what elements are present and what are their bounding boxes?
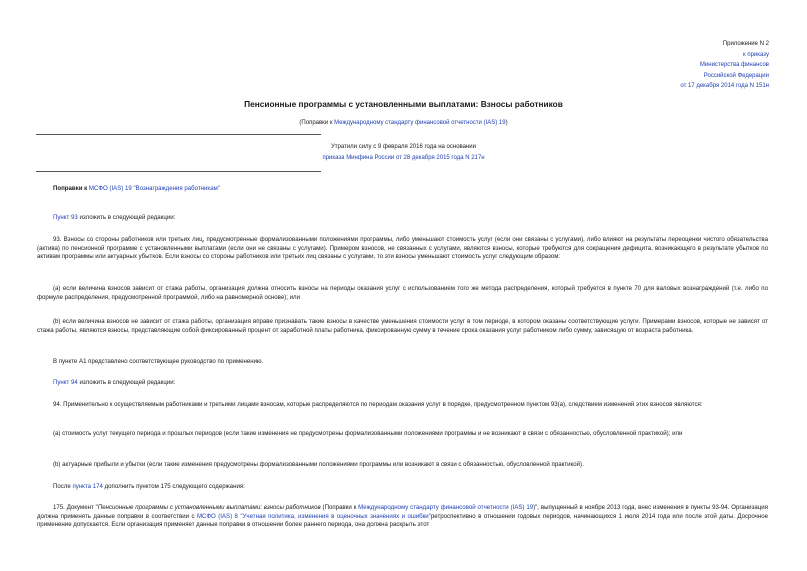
- document-subtitle: [0, 119, 807, 128]
- p175-text-4: ретроспективно в отношении годовых периодов, начинающихся 1 июля 2014 года или после этой даты. Досрочное применение допускается. Если организация применяет данные поправки в отношении более раннего периода, она должна раскрыть этот: [37, 512, 768, 529]
- amendments-heading: [53, 185, 753, 194]
- p174-intro: [53, 483, 753, 492]
- p175-ias19-link[interactable]: Международному стандарту финансовой отчетности (IAS) 19: [358, 504, 534, 511]
- expiry-text: Утратили силу с 9 февраля 2016 года на основании: [330, 144, 477, 150]
- subtitle-prefix: (Поправки к: [299, 120, 335, 126]
- p174-suffix: дополнить пунктом 175 следующего содержания:: [102, 483, 245, 490]
- appendix-header: [549, 39, 769, 92]
- p175-doc-title: Пенсионные программы с установленными выплатами: взносы работников: [97, 504, 321, 511]
- appendix-number: Приложение N 2: [722, 41, 769, 47]
- p94-intro-text: изложить в следующей редакции:: [77, 379, 176, 386]
- p175-text-2: (Поправки к: [320, 504, 359, 511]
- federation-link[interactable]: Российской Федерации: [703, 72, 769, 79]
- p175-text-3: )", выпущенный в ноябре 2013 года, внес изменения в пункты 93-94. Организация должна применять данные поправки в соответствии с: [37, 504, 768, 520]
- p93-intro-text: изложить в следующей редакции:: [77, 214, 176, 221]
- ministry-link[interactable]: Министерства финансов: [699, 62, 769, 69]
- p93-intro: [53, 214, 753, 223]
- subtitle-suffix: ): [505, 120, 508, 126]
- paragraph-93: 93. Взносы со стороны работников или третьих лиц, предусмотренные формализованными положениями программы, либо уменьшают стоимость услуг (если они связаны с услугами), либо влияют на результаты переоценки чистого обязательства (актива) по пенсионной программе с установленными выплатами (если они не связаны с услугами). Примером взносов, не связанных с услугами, являются взносы, которые требуются для сокращения дефицита, возникающего в результате убытков по активам программы или актуарных убытков. Если взносы со стороны работников или третьих лиц связаны с услугами, то эти взносы уменьшают стоимость услуг следующим образом:: [37, 236, 768, 261]
- point94-link[interactable]: Пункт 94: [53, 379, 78, 386]
- p174-prefix: После: [53, 483, 73, 490]
- point174-link[interactable]: пункта 174: [72, 483, 103, 490]
- paragraph-94b: (b) актуарные прибыли и убытки (если такие изменения предусмотрены формализованными положениями программы или возникают в связи с обязанностью, обусловленной практикой).: [53, 461, 584, 468]
- p175-text-1: 175. Документ ": [53, 504, 98, 511]
- point93-link[interactable]: Пункт 93: [53, 214, 78, 221]
- document-title: Пенсионные программы с установленными выплатами: Взносы работников: [244, 99, 563, 109]
- paragraph-93a: (а) если величина взносов зависит от стажа работы, организация должна относить взносы на периоды оказания услуг с использованием того же метода распределения, который требуется в пункте 70 для валовых вознаграждений (т.е. либо по формуле распределения, предусмотренной программой, либо на равномерной основе); или: [37, 285, 768, 301]
- ias19-benefits-link[interactable]: МСФО (IAS) 19 "Вознаграждения работникам": [88, 185, 220, 192]
- expiry-note: [0, 142, 807, 163]
- expiry-order-link[interactable]: приказа Минфина России от 28 декабря 2015 года N 217н: [322, 154, 485, 161]
- paragraph-94: 94. Применительно к осуществляемым работниками и третьими лицами взносам, которые распределяются по периодам оказания услуг в порядке, предусмотренном пунктом 93(а), следствием изменений этих взносов являются:: [53, 401, 703, 408]
- p175-ias8-link[interactable]: МСФО (IAS) 8 "Учетная политика, изменения в оценочных значениях и ошибки": [196, 512, 431, 520]
- divider-top: [36, 134, 321, 135]
- divider-bottom: [36, 171, 321, 172]
- amendments-prefix: Поправки к: [53, 185, 89, 192]
- ias19-link[interactable]: Международному стандарту финансовой отчетности (IAS) 19: [334, 120, 506, 126]
- order-date-link[interactable]: от 17 декабря 2014 года N 151н: [680, 83, 769, 90]
- paragraph-a1: В пункте А1 представлено соответствующее руководство по применению.: [53, 358, 264, 365]
- paragraph-94a: (а) стоимость услуг текущего периода и прошлых периодов (если такие изменения не предусмотрены формализованными положениями программы и не возникают в связи с обязанностью, обусловленной практикой); или: [53, 430, 683, 437]
- order-link[interactable]: к приказу: [743, 51, 769, 58]
- p94-intro: [53, 379, 753, 388]
- paragraph-93b: (b) если величина взносов не зависит от стажа работы, организация вправе признавать такие взносы в качестве уменьшения стоимости услуг в том периоде, в котором оказаны соответствующие услуги. Примерами взносов, которые не зависят от стажа работы, являются взносы, представляющие собой фиксированный процент от заработной платы работника, фиксированную сумму в течение срока оказания услуг работником либо сумму, зависящую от возраста работника.: [37, 318, 768, 334]
- paragraph-175: [37, 504, 768, 530]
